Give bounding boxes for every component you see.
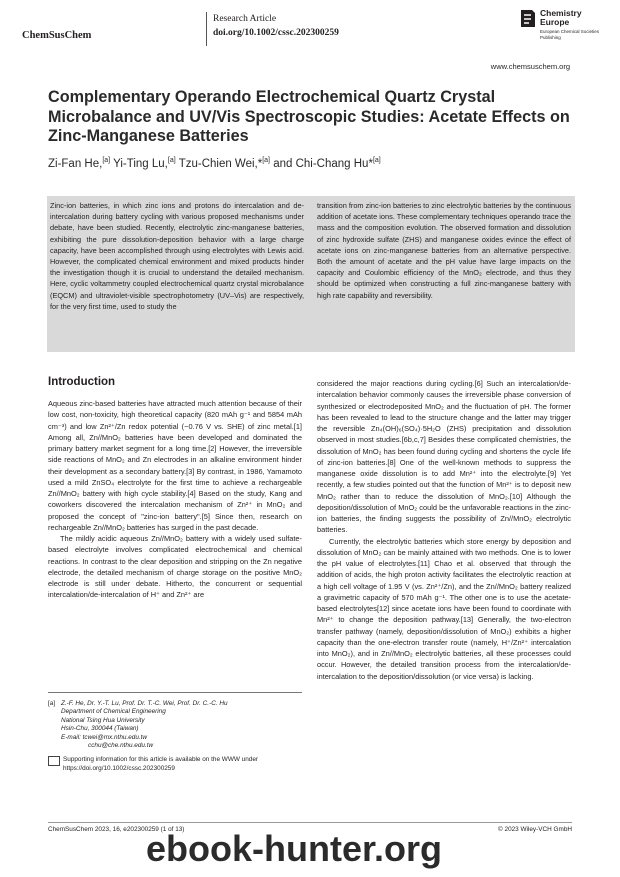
footnote-email-2[interactable]: cchu@che.nthu.edu.tw bbox=[88, 742, 154, 750]
footnote-label: [a] bbox=[48, 700, 56, 707]
supporting-info-note bbox=[48, 756, 304, 773]
author-2: Yi-Ting Lu,[a] bbox=[113, 157, 176, 170]
journal-name: ChemSusChem bbox=[22, 30, 92, 41]
paragraph: Aqueous zinc-based batteries have attracted much attention because of their low cost, non-toxicity, high theoretical capacity (820 mAh g⁻¹ and 5854 mAh cm⁻³) and low Zn²⁺/Zn redox potential (−0.76 V vs. SHE) of zinc metal.[1] Among all, Zn//MnO₂ batteries have been developed and dominated the primary battery market segment for a long time.[2] However, the irreversible side reactions of MnO₂ and Zn electrodes in an alkaline environment hinder their development as a secondary battery.[3] By contrast, in 1986, Yamamoto used a mild ZnSO₄ electrolyte for the first time to achieve a rechargeable Zn//MnO₂ battery with high cycle stability.[4] Based on the study, Kang and coworkers discovered the intercalation mechanism of Zn²⁺ in MnO₂ and proposed the concept of "zinc-ion battery".[5] Since then, research on rechargeable Zn//MnO₂ batteries has surged in the past decade. bbox=[48, 399, 302, 532]
article-doi[interactable]: doi.org/10.1002/cssc.202300259 bbox=[213, 28, 339, 38]
footnote-university: National Tsing Hua University bbox=[61, 716, 145, 724]
footnote-divider bbox=[48, 692, 302, 693]
paragraph: Currently, the electrolytic batteries which store energy by deposition and dissolution of MnO₂ can be mainly attained with two methods. One is to lower the pH value of electrolytes.[11] Chao et al. observed that through the addition of acids, the high proton activity facilitates the electrolytic reaction at a high cell voltage of 1.95 V (vs. Zn²⁺/Zn), and the Zn//MnO₂ battery realized a gravimetric capacity of 570 mAh g⁻¹. The other one is to use the acetate-based electrolytes[12] since acetate ions have been found to coordinate with Mn²⁺ to change the deposition pathway.[13] Generally, the two-electron transfer pathway (namely, deposition/dissolution of MnO₂) exhibits a higher capacity than the one-electron transfer route (namely, H⁺/Zn²⁺ intercalation into MnO₂), and in Zn//MnO₂ electrolytic batteries, all these processes could occur. However, the detailed transition process from the intercalation/de-intercalation to the deposition/dissolution (or vice versa) is lacking. bbox=[317, 536, 571, 681]
watermark: ebook-hunter.org bbox=[146, 828, 442, 869]
footnote-names: Z.-F. He, Dr. Y.-T. Lu, Prof. Dr. T.-C. Wei, Prof. Dr. C.-C. Hu bbox=[61, 700, 228, 707]
supporting-info-icon bbox=[48, 756, 60, 766]
author-list bbox=[48, 157, 381, 170]
publisher-subtitle: European Chemical Societies Publishing bbox=[540, 29, 600, 40]
header-divider bbox=[206, 12, 207, 46]
footnote-email-1[interactable]: E-mail: tcwei@mx.nthu.edu.tw bbox=[61, 733, 148, 741]
author-3: Tzu-Chien Wei,*[a] bbox=[178, 157, 270, 170]
footer-divider bbox=[48, 822, 572, 823]
abstract-right-column: transition from zinc-ion batteries to zinc electrolytic batteries by the continuous addition of acetate ions. These complementary techniques operando trace the mass and the composition evolution. The observed formation and dissolution of zinc hydroxide sulfate (ZHS) and manganese oxides evince the effect of acetate ions on zinc-manganese batteries from an alternative perspective. Both the amount of acetate and the pH value have large impacts on the capacity and Coulombic efficiency of the MnO₂ electrode, and thus they should be optimized when constructing a full zinc-manganese battery with high rate capability and reversibility. bbox=[317, 201, 571, 300]
chemistry-europe-logo-icon bbox=[519, 9, 536, 28]
footer-copyright: © 2023 Wiley-VCH GmbH bbox=[498, 826, 572, 833]
body-right-column bbox=[317, 378, 571, 682]
author-1: Zi-Fan He,[a] bbox=[48, 157, 111, 170]
article-type: Research Article bbox=[213, 14, 277, 24]
journal-website-link[interactable]: www.chemsuschem.org bbox=[490, 62, 570, 71]
footnote-city: Hsin-Chu, 300044 (Taiwan) bbox=[61, 725, 139, 733]
paragraph: The mildly acidic aqueous Zn//MnO₂ battery with a widely used sulfate-based electrolyte involves complicated electrochemical and chemical reactions. In contrast to the clear deposition and stripping on the Zn negative electrode, the detailed mechanism of charge storage on the positive MnO₂ electrode is still under debate. Hitherto, the concurrent or sequential intercalation/de-intercalation of H⁺ and Zn²⁺ are bbox=[48, 534, 302, 600]
paragraph: considered the major reactions during cycling.[6] Such an intercalation/de-intercalation behavior commonly causes the irreversible phase conversion of synthesized or electrodeposited MnO₂ and the fluctuation of pH. The former has been revealed to lead to the structure change and the latter may trigger the reversible Zn₄(OH)₆(SO₄)·5H₂O (ZHS) precipitation and dissolution observed in most studies.[6b,c,7] Besides these complicated chemistries, the dissolution of MnO₂ has been found during cycling and shortens the cycle life of zinc-ion batteries.[8] One of the well-known methods to suppress the manganese oxide dissolution is to add Mn²⁺ into the electrolyte.[9] Yet recently, a few studies pointed out that the function of Mn²⁺ is to deposit new MnO₂ rather than to reduce the dissolution of MnO₂.[10] Although the deposition/dissolution of MnO₂ could be the unfavorable reactions in the zinc-ion batteries, the finding suggests the possibility of Zn//MnO₂ electrolytic batteries. bbox=[317, 379, 571, 535]
abstract-box bbox=[47, 196, 575, 352]
abstract-left-column: Zinc-ion batteries, in which zinc ions and protons do intercalation and de-intercalation during battery cycling with various proposed mechanisms under debate, have been studied. Recently, electrolytic zinc-manganese batteries, exhibiting the pure dissolution-deposition behavior with a large charge capacity, have been accomplished through using electrolytes with Lewis acid. However, the complicated chemical environment and mixed products hinder the investigation though it is crucial to understand the detailed mechanism. Here, cyclic voltammetry coupled electrochemical quartz crystal microbalance (EQCM) and ultraviolet-visible spectrophotometry (UV–Vis) are respectively, for the very first time, used to study the bbox=[50, 201, 304, 311]
affiliation-footnote bbox=[48, 700, 304, 773]
supporting-info-text[interactable]: Supporting information for this article is available on the WWW under https://doi.org/10.1002/cssc.202300259 bbox=[63, 756, 259, 772]
section-heading-introduction: Introduction bbox=[48, 376, 116, 388]
publisher-name: Chemistry Europe bbox=[540, 8, 582, 27]
footer-citation: ChemSusChem 2023, 16, e202300259 (1 of 13) bbox=[48, 826, 185, 833]
footnote-department: Department of Chemical Engineering bbox=[61, 708, 166, 716]
article-title: Complementary Operando Electrochemical Quartz Crystal Microbalance and UV/Vis Spectroscopic Studies: Acetate Effects on Zinc-Manganese Batteries bbox=[48, 88, 570, 145]
author-4: and Chi-Chang Hu*[a] bbox=[273, 157, 381, 170]
body-left-column bbox=[48, 398, 302, 601]
